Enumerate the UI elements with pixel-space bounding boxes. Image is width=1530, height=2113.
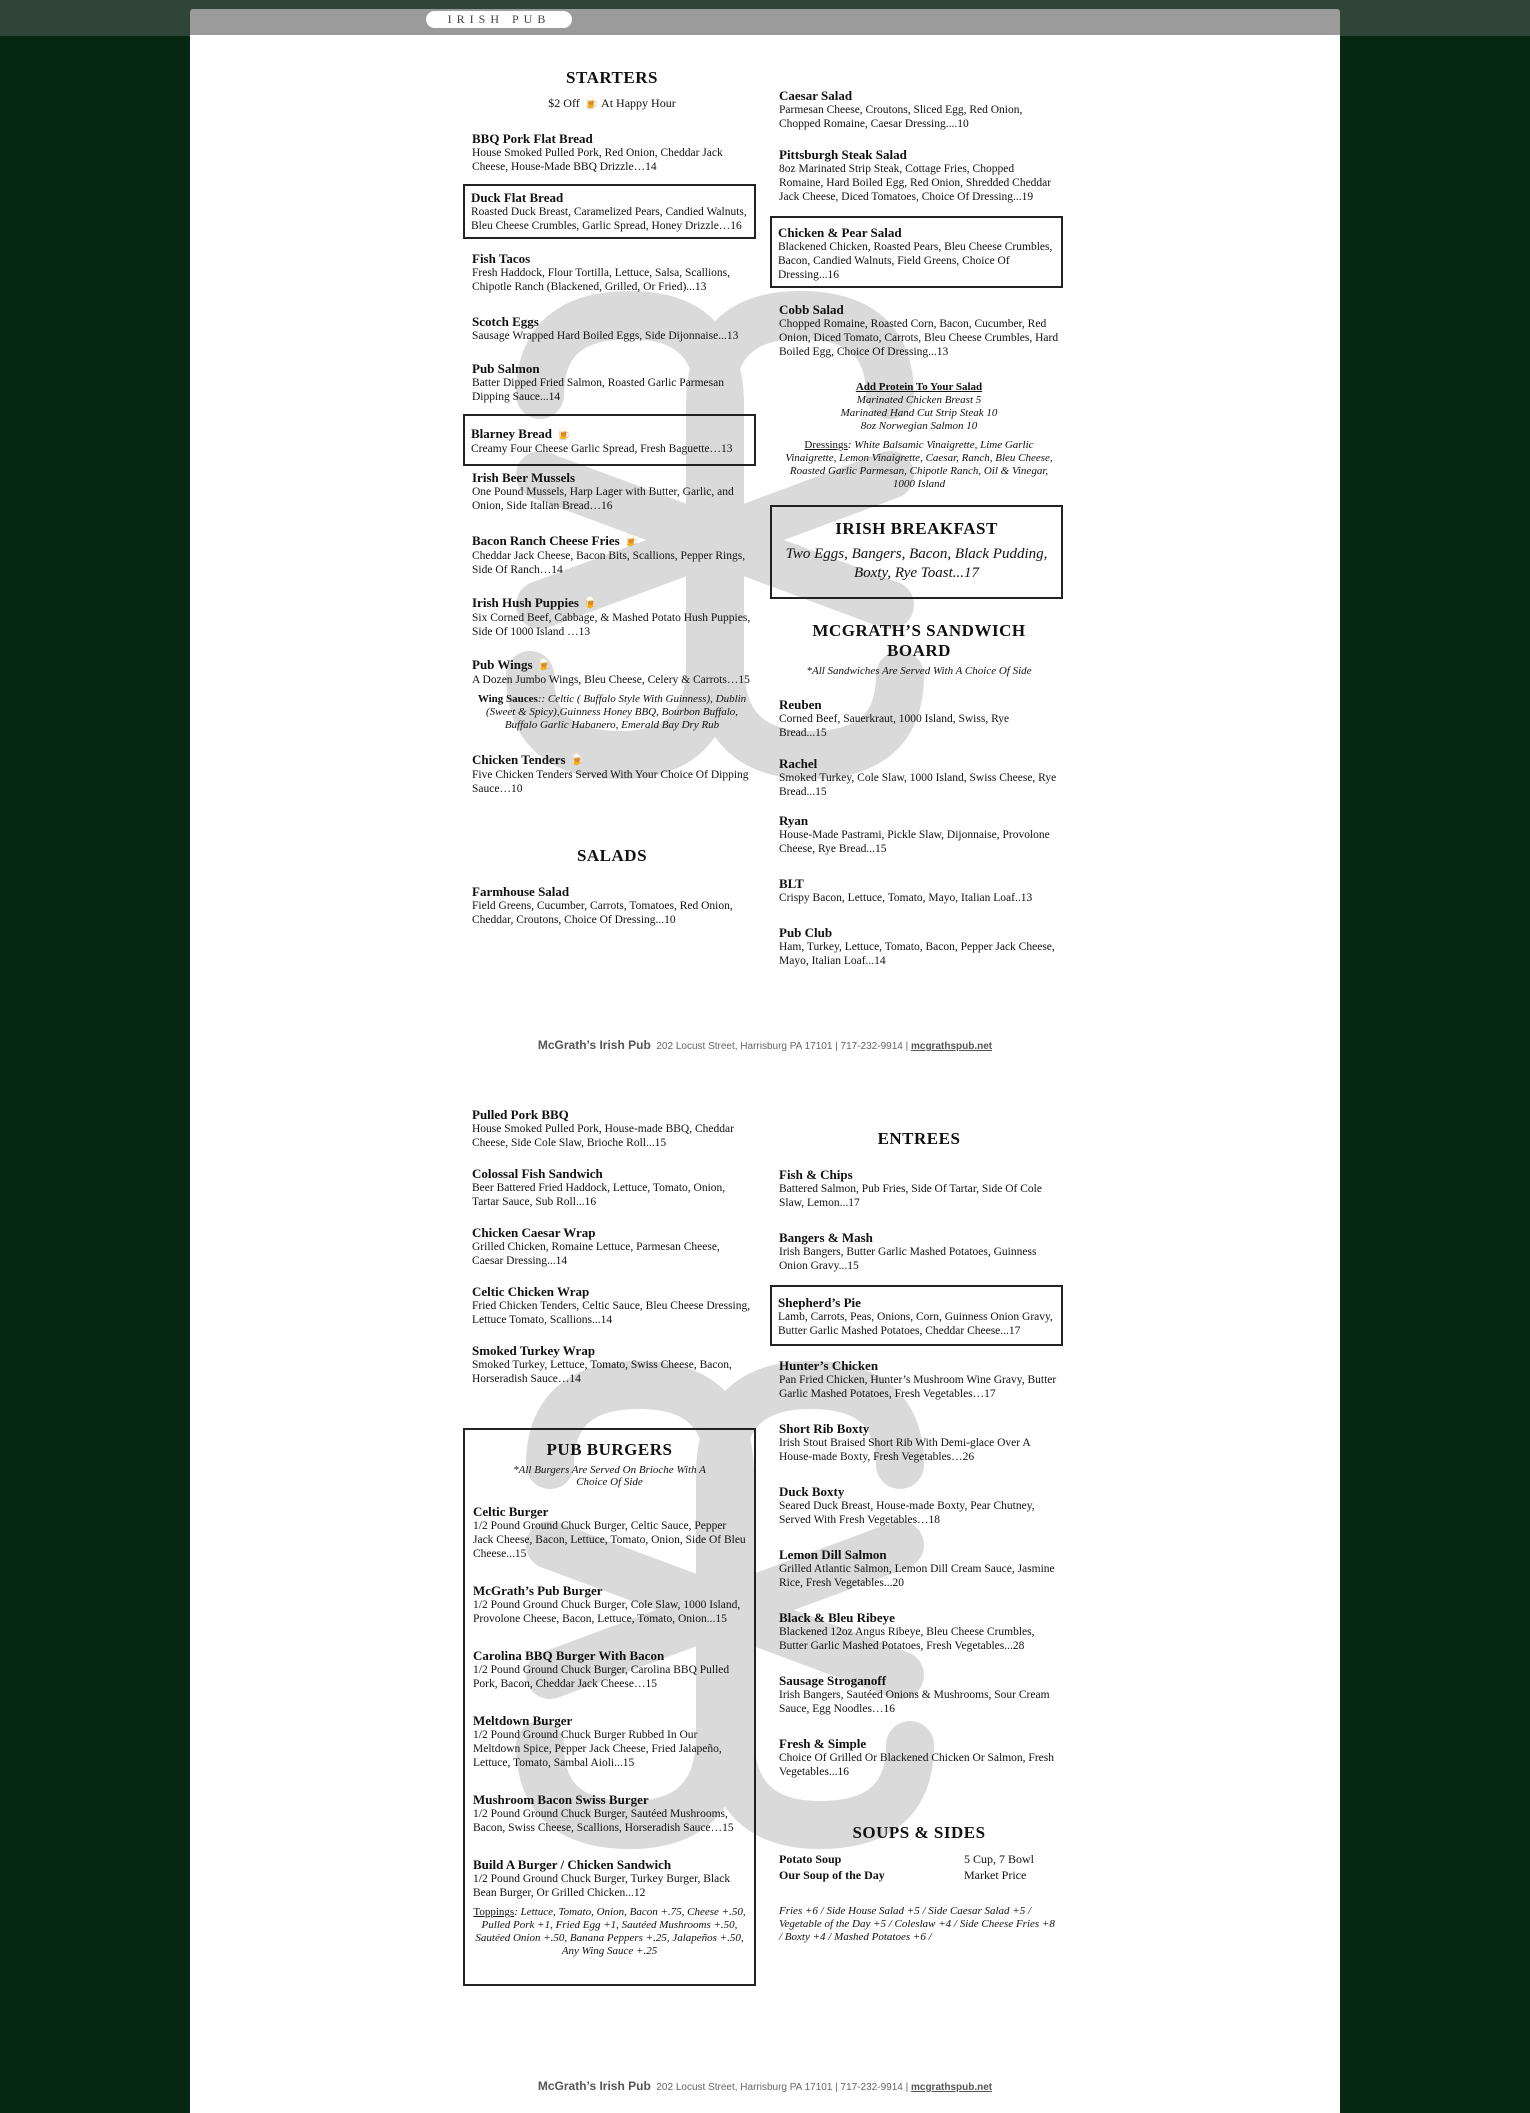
menu-item: Sausage Stroganoff Irish Bangers, Sautéed Onions & Mushrooms, Sour Cream Sauce, Egg Noodles…16 — [779, 1673, 1050, 1715]
starters-title: STARTERS — [566, 68, 658, 87]
menu-item: Celtic Burger 1/2 Pound Ground Chuck Burger, Celtic Sauce, Pepper Jack Cheese, Bacon, Lettuce, Tomato, Onion, Side Of Bleu Cheese...15 — [473, 1504, 746, 1560]
header-strip — [190, 9, 1340, 35]
menu-item: Chicken Tenders 🍺 Five Chicken Tenders Served With Your Choice Of Dipping Sauce…10 — [472, 752, 749, 795]
menu-item: Irish Beer Mussels One Pound Mussels, Harp Lager with Butter, Garlic, and Onion, Side Italian Bread…16 — [472, 470, 734, 512]
menu-item-featured: Duck Flat Bread Roasted Duck Breast, Caramelized Pears, Candied Walnuts, Bleu Cheese Crumbles, Garlic Spread, Honey Drizzle…16 — [463, 184, 756, 239]
starters-column — [472, 65, 752, 927]
pub-logo[interactable] — [426, 11, 572, 28]
menu-item-featured: Shepherd’s Pie Lamb, Carrots, Peas, Onions, Corn, Guinness Onion Gravy, Butter Garlic Mashed Potatoes, Cheddar Cheese...17 — [770, 1285, 1063, 1346]
logo-text: IRISH PUB — [447, 12, 551, 26]
page2-left-column — [472, 1107, 752, 1986]
irish-breakfast-box — [770, 505, 1063, 599]
menu-item: Smoked Turkey Wrap Smoked Turkey, Lettuce, Tomato, Swiss Cheese, Bacon, Horseradish Sauce…14 — [472, 1343, 732, 1385]
sandwich-board-title: MCGRATH’S SANDWICH BOARD — [812, 621, 1026, 660]
menu-item: Mushroom Bacon Swiss Burger 1/2 Pound Ground Chuck Burger, Sautéed Mushrooms, Bacon, Swiss Cheese, Scallions, Horseradish Sauce…15 — [473, 1792, 734, 1834]
menu-item: Pub Salmon Batter Dipped Fried Salmon, Roasted Garlic Parmesan Dipping Sauce...14 — [472, 361, 724, 403]
menu-item: Celtic Chicken Wrap Fried Chicken Tenders, Celtic Sauce, Bleu Cheese Dressing, Lettuce Tomato, Scallions...14 — [472, 1284, 751, 1326]
menu-item: Caesar Salad Parmesan Cheese, Croutons, Sliced Egg, Red Onion, Chopped Romaine, Caesar Dressing....10 — [779, 88, 1023, 130]
menu-item: Lemon Dill Salmon Grilled Atlantic Salmon, Lemon Dill Cream Sauce, Jasmine Rice, Fresh Vegetables...20 — [779, 1547, 1055, 1589]
breakfast-desc: Two Eggs, Bangers, Bacon, Black Pudding, Boxty, Rye Toast...17 — [785, 546, 1048, 581]
menu-item: Pulled Pork BBQ House Smoked Pulled Pork, House-made BBQ, Cheddar Cheese, Side Cole Slaw, Brioche Roll...15 — [472, 1107, 734, 1149]
burgers-title: PUB BURGERS — [546, 1440, 673, 1459]
menu-item-featured: Blarney Bread 🍺 Creamy Four Cheese Garlic Spread, Fresh Baguette…13 — [463, 414, 756, 466]
sandwich-board-subtitle: *All Sandwiches Are Served With A Choice Of Side — [806, 665, 1032, 677]
menu-item: Cobb Salad Chopped Romaine, Roasted Corn, Bacon, Cucumber, Red Onion, Diced Tomato, Carrots, Bleu Cheese Crumbles, Hard Boiled Egg, Choice Of Dressing...13 — [779, 302, 1059, 358]
menu-item: Black & Bleu Ribeye Blackened 12oz Angus Ribeye, Bleu Cheese Crumbles, Butter Garlic Mashed Potatoes, Fresh Vegetables...28 — [779, 1610, 1035, 1652]
soups-title: SOUPS & SIDES — [852, 1823, 986, 1842]
pub-burgers-box — [463, 1428, 756, 1986]
beer-icon: 🍺 — [556, 427, 571, 441]
menu-item: Fresh & Simple Choice Of Grilled Or Blackened Chicken Or Salmon, Fresh Vegetables...16 — [779, 1736, 1054, 1778]
website-link[interactable]: mcgrathspub.net — [910, 1041, 993, 1052]
breakfast-title: IRISH BREAKFAST — [835, 519, 998, 538]
beer-icon: 🍺 — [583, 96, 599, 110]
sides-list: Fries +6 / Side House Salad +5 / Side Caesar Salad +5 / Vegetable of the Day +5 / Coleslaw +4 / Side Cheese Fries +8 / Boxty +4 / Mashed Potatoes +6 / — [779, 1905, 1055, 1943]
beer-icon: 🍺 — [536, 658, 552, 672]
menu-item: Fish & Chips Battered Salmon, Pub Fries, Side Of Tartar, Side Of Cole Slaw, Lemon...17 — [779, 1167, 1042, 1209]
protein-addons: Add Protein To Your Salad Marinated Chicken Breast 5 Marinated Hand Cut Strip Steak 10 8oz Norwegian Salmon 10 Dressings: White Balsamic Vinaigrette, Lime Garlic Vinaigrette, Lemon Vinaigrette, Caesar, Ranch, Bleu Cheese, Roasted Garlic Parmesan, Chipotle Ranch, Oil & Vinegar, 1000 Island — [779, 381, 1059, 491]
menu-item: Short Rib Boxty Irish Stout Braised Short Rib With Demi-glace Over A House-made Boxty, Fresh Vegetables…26 — [779, 1421, 1031, 1463]
menu-item: BBQ Pork Flat Bread House Smoked Pulled Pork, Red Onion, Cheddar Jack Cheese, House-Made BBQ Drizzle…14 — [472, 131, 723, 173]
beer-icon: 🍺 — [623, 534, 639, 548]
menu-item: Farmhouse Salad Field Greens, Cucumber, Carrots, Tomatoes, Red Onion, Cheddar, Croutons, Choice Of Dressing...10 — [472, 884, 733, 926]
menu-item: Pub Club Ham, Turkey, Lettuce, Tomato, Bacon, Pepper Jack Cheese, Mayo, Italian Loaf...14 — [779, 925, 1055, 967]
dressings-note: Dressings: White Balsamic Vinaigrette, Lime Garlic Vinaigrette, Lemon Vinaigrette, Caesar, Ranch, Bleu Cheese, Roasted Garlic Parmesan, Chipotle Ranch, Oil & Vinegar, 1000 Island — [785, 439, 1053, 490]
salads-title: SALADS — [576, 846, 648, 865]
menu-item: Build A Burger / Chicken Sandwich 1/2 Pound Ground Chuck Burger, Turkey Burger, Black Bean Burger, Or Grilled Chicken...12 — [473, 1857, 731, 1899]
menu-item: Ryan House-Made Pastrami, Pickle Slaw, Dijonnaise, Provolone Cheese, Rye Bread...15 — [779, 813, 1050, 855]
toppings-note: Toppings: Lettuce, Tomato, Onion, Bacon +.75, Cheese +.50, Pulled Pork +1, Fried Egg +1, Sautéed Mushrooms +.50, Sautéed Onion +.50, Banana Peppers +.25, Jalapeños +.50, Any Wing Sauce +.25 — [473, 1906, 746, 1957]
page-footer: McGrath’s Irish Pub 202 Locust Street, Harrisburg PA 17101 | 717-232-9914 | mcgrathspub.net — [537, 2079, 993, 2093]
wing-sauces-note: Wing Sauces:: Celtic ( Buffalo Style With Guinness), Dublin (Sweet & Spicy),Guinness Honey BBQ, Bourbon Buffalo, Buffalo Garlic Habanero, Emerald Bay Dry Rub — [477, 693, 747, 731]
menu-item: Irish Hush Puppies 🍺 Six Corned Beef, Cabbage, & Mashed Potato Hush Puppies, Side Of 1000 Island …13 — [472, 595, 751, 638]
happy-hour-note: $2 Off 🍺 At Happy Hour — [548, 96, 676, 110]
salads-sandwich-column — [779, 88, 1059, 968]
menu-item: Reuben Corned Beef, Sauerkraut, 1000 Island, Swiss, Rye Bread...15 — [779, 697, 1010, 739]
menu-item: Hunter’s Chicken Pan Fried Chicken, Hunter’s Mushroom Wine Gravy, Butter Garlic Mashed Potatoes, Fresh Vegetables…17 — [779, 1358, 1057, 1400]
soups-list: Potato Soup 5 Cup, 7 Bowl Our Soup of the Day Market Price — [779, 1852, 1035, 1882]
burgers-subtitle: *All Burgers Are Served On Brioche With A Choice Of Side — [513, 1464, 706, 1488]
menu-item: Pittsburgh Steak Salad 8oz Marinated Strip Steak, Cottage Fries, Chopped Romaine, Hard Boiled Egg, Red Onion, Shredded Cheddar Jack Cheese, Diced Tomatoes, Choice Of Dressing...19 — [779, 147, 1052, 203]
website-link[interactable]: mcgrathspub.net — [910, 2082, 993, 2093]
menu-item: BLT Crispy Bacon, Lettuce, Tomato, Mayo, Italian Loaf..13 — [779, 876, 1033, 904]
entrees-column — [779, 1129, 1059, 1944]
entrees-title: ENTREES — [877, 1129, 961, 1148]
menu-page — [190, 35, 1340, 2113]
menu-item: Duck Boxty Seared Duck Breast, House-made Boxty, Pear Chutney, Served With Fresh Vegetables…18 — [779, 1484, 1035, 1526]
beer-icon: 🍺 — [582, 596, 598, 610]
menu-item: Bacon Ranch Cheese Fries 🍺 Cheddar Jack Cheese, Bacon Bits, Scallions, Pepper Rings, Side Of Ranch…14 — [472, 533, 746, 576]
menu-item-featured: Chicken & Pear Salad Blackened Chicken, Roasted Pears, Bleu Cheese Crumbles, Bacon, Candied Walnuts, Field Greens, Choice Of Dressing...16 — [770, 216, 1063, 288]
menu-item: Meltdown Burger 1/2 Pound Ground Chuck Burger Rubbed In Our Meltdown Spice, Pepper Jack Cheese, Fried Jalapeño, Lettuce, Tomato, Sambal Aioli...15 — [473, 1713, 722, 1769]
menu-item: McGrath’s Pub Burger 1/2 Pound Ground Chuck Burger, Cole Slaw, 1000 Island, Provolone Cheese, Bacon, Lettuce, Tomato, Onion...15 — [473, 1583, 741, 1625]
menu-item: Chicken Caesar Wrap Grilled Chicken, Romaine Lettuce, Parmesan Cheese, Caesar Dressing...14 — [472, 1225, 720, 1267]
beer-icon: 🍺 — [569, 753, 585, 767]
menu-item: Fish Tacos Fresh Haddock, Flour Tortilla, Lettuce, Salsa, Scallions, Chipotle Ranch (Blackened, Grilled, Or Fried)...13 — [472, 251, 731, 293]
menu-item: Colossal Fish Sandwich Beer Battered Fried Haddock, Lettuce, Tomato, Onion, Tartar Sauce, Sub Roll...16 — [472, 1166, 726, 1208]
protein-title: Add Protein To Your Salad — [855, 381, 983, 393]
menu-item: Carolina BBQ Burger With Bacon 1/2 Pound Ground Chuck Burger, Carolina BBQ Pulled Pork, Bacon, Cheddar Jack Cheese…15 — [473, 1648, 730, 1690]
menu-item: Pub Wings 🍺 A Dozen Jumbo Wings, Bleu Cheese, Celery & Carrots…15 — [472, 657, 750, 686]
menu-item: Scotch Eggs Sausage Wrapped Hard Boiled Eggs, Side Dijonnaise...13 — [472, 314, 739, 342]
menu-item: Rachel Smoked Turkey, Cole Slaw, 1000 Island, Swiss Cheese, Rye Bread...15 — [779, 756, 1057, 798]
menu-item: Bangers & Mash Irish Bangers, Butter Garlic Mashed Potatoes, Guinness Onion Gravy...15 — [779, 1230, 1037, 1272]
page-footer: McGrath’s Irish Pub 202 Locust Street, Harrisburg PA 17101 | 717-232-9914 | mcgrathspub.net — [537, 1038, 993, 1052]
